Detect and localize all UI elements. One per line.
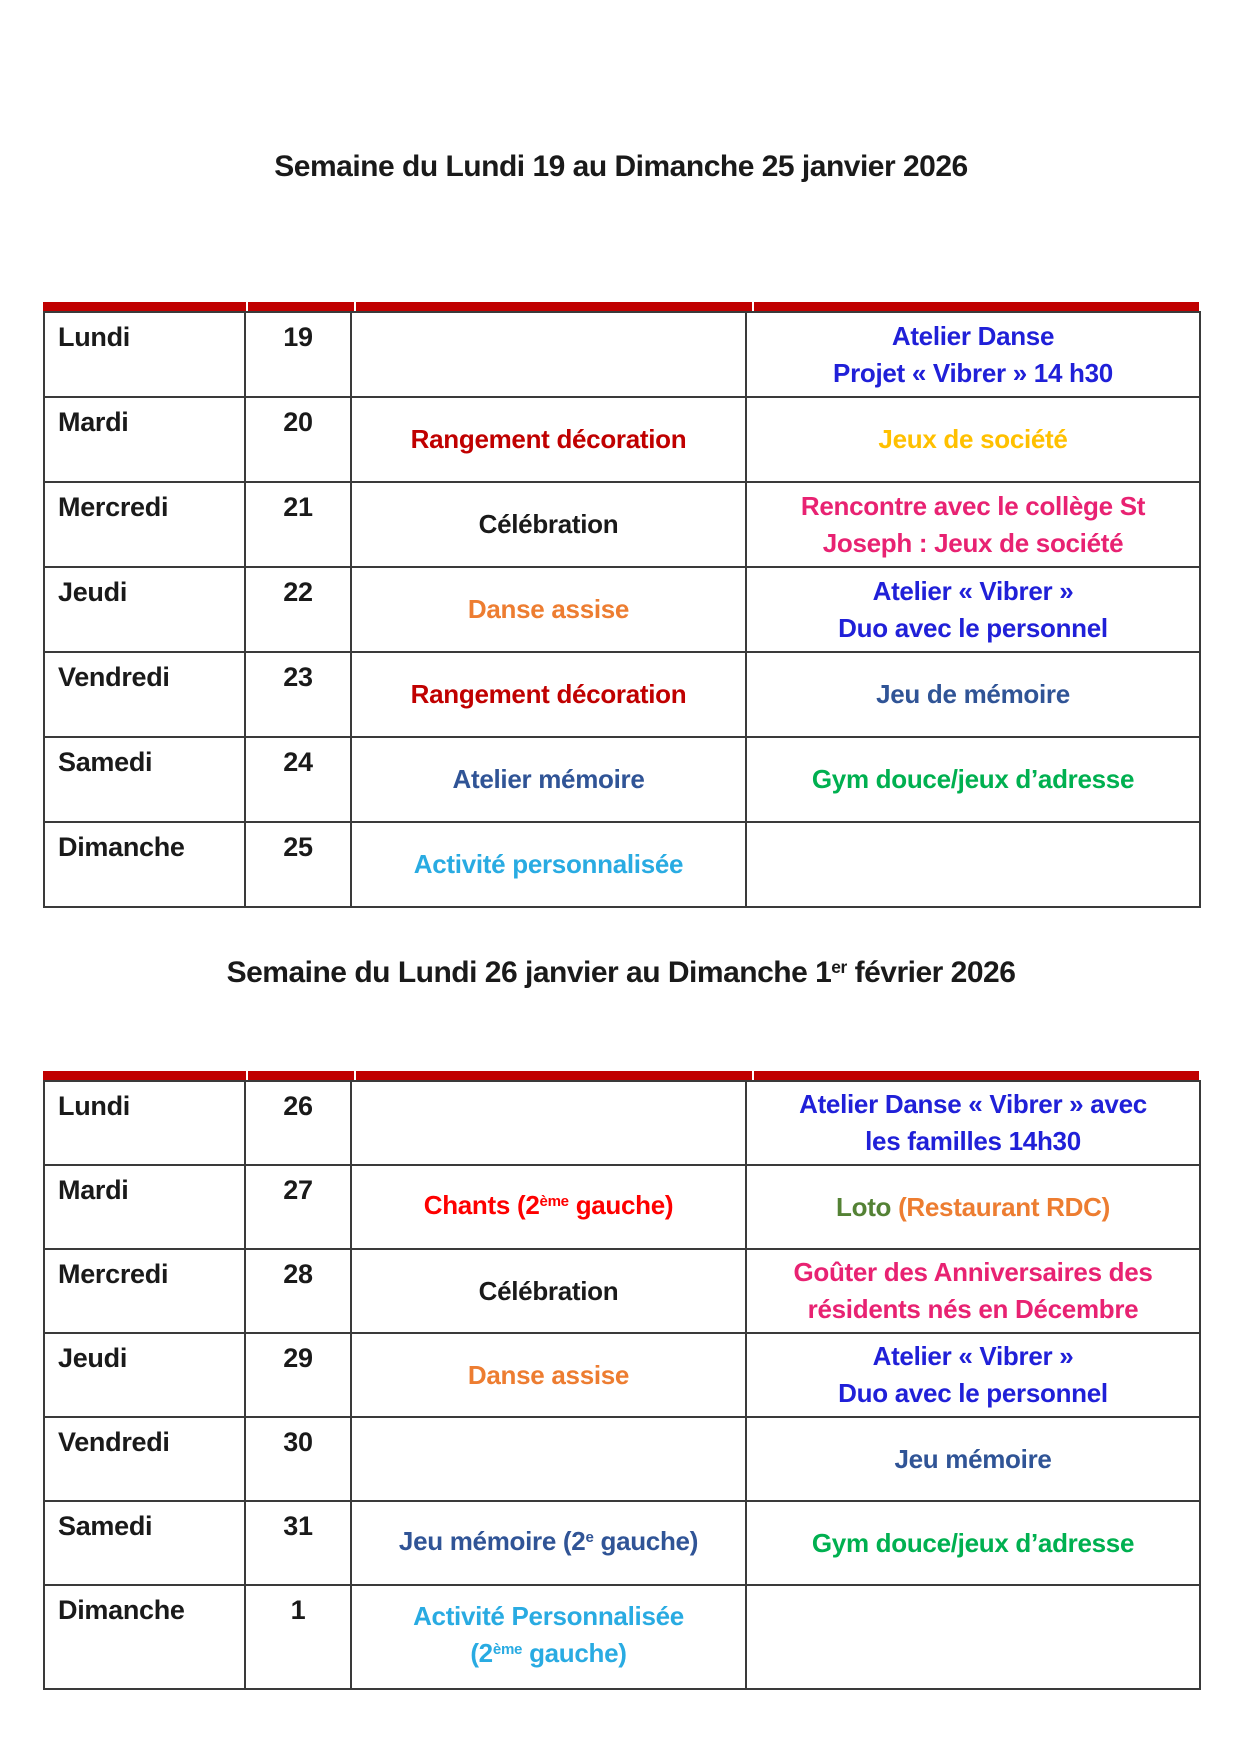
row-mercredi: [44, 1249, 1200, 1333]
day-name: Mardi: [44, 397, 245, 482]
activity-line: [755, 488, 1191, 525]
text-segment: Duo avec le personnel: [838, 612, 1108, 643]
day-name: Mercredi: [44, 1249, 245, 1333]
activity-line: [755, 525, 1191, 562]
day-number: 30: [245, 1417, 351, 1501]
text-segment: Rangement décoration: [410, 424, 687, 454]
week-section: [43, 148, 1199, 908]
day-name: Lundi: [44, 312, 245, 397]
day-name: Jeudi: [44, 567, 245, 652]
activity-line: [755, 1189, 1191, 1226]
row-dimanche: [44, 822, 1200, 907]
text-segment: (Restaurant RDC): [898, 1191, 1110, 1222]
row-vendredi: [44, 652, 1200, 737]
text-segment: Jeu mémoire (2: [398, 1525, 586, 1556]
activity-cell-left: [351, 397, 746, 482]
text-segment: les familles 14h30: [865, 1126, 1081, 1156]
activity-line: [360, 1273, 737, 1310]
week-title: [43, 148, 1199, 186]
table-top-bar: [43, 1071, 1199, 1080]
schedule-table-wrap: [43, 1071, 1199, 1690]
table-top-bar-segment: [248, 1071, 354, 1080]
activity-cell-right: [746, 737, 1200, 822]
activity-cell-left: [351, 1081, 746, 1165]
schedule-body: [44, 1081, 1200, 1689]
activity-line: [360, 1187, 737, 1228]
row-samedi: [44, 1501, 1200, 1585]
text-segment: Jeu mémoire: [894, 1443, 1052, 1474]
row-mardi: [44, 1165, 1200, 1249]
table-top-bar-segment: [356, 1071, 752, 1080]
activity-line: [755, 573, 1191, 610]
text-segment: Activité personnalisée: [413, 849, 684, 879]
text-segment: Gym douce/jeux d’adresse: [811, 1527, 1135, 1558]
text-segment: (2: [470, 1638, 493, 1668]
day-number: 27: [245, 1165, 351, 1249]
activity-cell-right: [746, 1165, 1200, 1249]
activity-line: [755, 1291, 1191, 1328]
schedule-table-wrap: [43, 302, 1199, 908]
day-number: 28: [245, 1249, 351, 1333]
text-segment: Célébration: [478, 1275, 619, 1306]
activity-line: [360, 761, 737, 798]
superscript-text: er: [831, 956, 847, 977]
day-name: Samedi: [44, 737, 245, 822]
activity-line: [360, 1357, 737, 1394]
table-top-bar: [43, 302, 1199, 311]
day-name: Vendredi: [44, 652, 245, 737]
superscript-text: ème: [539, 1192, 569, 1210]
activity-line: [360, 591, 737, 628]
text-segment: Atelier « Vibrer »: [872, 1341, 1074, 1371]
activity-line: [360, 1635, 737, 1676]
activity-line: [755, 676, 1191, 713]
activity-line: [360, 1523, 737, 1564]
text-segment: Chants (2: [423, 1189, 540, 1220]
row-jeudi: [44, 567, 1200, 652]
day-number: 26: [245, 1081, 351, 1165]
activity-cell-right: [746, 1333, 1200, 1417]
activity-cell-right: [746, 652, 1200, 737]
activity-cell-right: [746, 1585, 1200, 1689]
text-segment: gauche): [568, 1189, 674, 1220]
activity-line: [755, 1254, 1191, 1291]
activity-line: [755, 1086, 1191, 1123]
activity-line: [755, 421, 1191, 458]
text-segment: Activité Personnalisée: [413, 1601, 684, 1631]
activity-cell-left: [351, 1249, 746, 1333]
activity-line: [755, 318, 1191, 355]
row-vendredi: [44, 1417, 1200, 1501]
activity-cell-left: [351, 1165, 746, 1249]
text-segment: gauche): [522, 1638, 627, 1668]
activity-cell-right: [746, 822, 1200, 907]
text-segment: février 2026: [846, 956, 1016, 989]
day-name: Jeudi: [44, 1333, 245, 1417]
schedule-table: [43, 311, 1201, 908]
text-segment: résidents nés en Décembre: [807, 1294, 1139, 1324]
day-name: Dimanche: [44, 822, 245, 907]
text-segment: Goûter des Anniversaires des: [793, 1257, 1153, 1287]
day-name: Samedi: [44, 1501, 245, 1585]
activity-cell-right: [746, 482, 1200, 567]
activity-line: [755, 610, 1191, 647]
text-segment: Semaine du Lundi 26 janvier au Dimanche 1: [226, 956, 832, 989]
text-segment: Atelier Danse: [891, 320, 1055, 351]
day-name: Vendredi: [44, 1417, 245, 1501]
day-name: Mardi: [44, 1165, 245, 1249]
activity-line: [360, 421, 737, 458]
row-jeudi: [44, 1333, 1200, 1417]
text-segment: Danse assise: [467, 1359, 630, 1390]
row-dimanche: [44, 1585, 1200, 1689]
row-mardi: [44, 397, 1200, 482]
activity-line: [755, 761, 1191, 798]
activity-cell-left: [351, 1501, 746, 1585]
text-segment: Atelier Danse « Vibrer » avec: [799, 1089, 1147, 1119]
activity-line: [360, 676, 737, 713]
day-number: 1: [245, 1585, 351, 1689]
activity-cell-left: [351, 1585, 746, 1689]
text-segment: Atelier mémoire: [452, 764, 645, 794]
text-segment: gauche): [593, 1525, 699, 1556]
activity-cell-right: [746, 1417, 1200, 1501]
text-segment: Rangement décoration: [410, 679, 687, 709]
superscript-text: ème: [492, 1641, 523, 1659]
activity-cell-right: [746, 1501, 1200, 1585]
day-number: 29: [245, 1333, 351, 1417]
text-segment: Jeux de société: [878, 424, 1068, 454]
day-number: 19: [245, 312, 351, 397]
table-top-bar-segment: [754, 302, 1199, 311]
schedule-table: [43, 1080, 1201, 1690]
row-mercredi: [44, 482, 1200, 567]
activity-cell-right: [746, 1081, 1200, 1165]
activity-cell-right: [746, 1249, 1200, 1333]
activity-line: [755, 355, 1191, 392]
text-segment: Loto: [836, 1191, 899, 1222]
activity-cell-left: [351, 1417, 746, 1501]
text-segment: Célébration: [478, 509, 619, 539]
day-number: 23: [245, 652, 351, 737]
row-lundi: [44, 312, 1200, 397]
day-number: 25: [245, 822, 351, 907]
schedule-body: [44, 312, 1200, 907]
activity-cell-right: [746, 312, 1200, 397]
text-segment: Atelier « Vibrer »: [872, 575, 1074, 606]
day-number: 24: [245, 737, 351, 822]
table-top-bar-segment: [43, 1071, 246, 1080]
text-segment: Gym douce/jeux d’adresse: [811, 764, 1135, 794]
activity-cell-left: [351, 737, 746, 822]
week-title: [43, 954, 1199, 995]
activity-cell-left: [351, 482, 746, 567]
table-top-bar-segment: [248, 302, 354, 311]
text-segment: Projet « Vibrer » 14 h30: [833, 357, 1113, 388]
day-number: 22: [245, 567, 351, 652]
text-segment: Joseph : Jeux de société: [822, 527, 1124, 558]
activity-cell-left: [351, 822, 746, 907]
activity-line: [755, 1123, 1191, 1160]
activity-cell-left: [351, 652, 746, 737]
day-name: Dimanche: [44, 1585, 245, 1689]
activity-line: [360, 846, 737, 883]
text-segment: Semaine du Lundi 19 au Dimanche 25 janvier 2026: [274, 150, 968, 183]
day-name: Mercredi: [44, 482, 245, 567]
activity-line: [360, 1598, 737, 1635]
activity-line: [755, 1441, 1191, 1478]
activity-cell-left: [351, 567, 746, 652]
text-segment: Jeu de mémoire: [876, 679, 1070, 709]
activity-cell-right: [746, 567, 1200, 652]
table-top-bar-segment: [754, 1071, 1199, 1080]
activity-cell-left: [351, 312, 746, 397]
row-samedi: [44, 737, 1200, 822]
activity-line: [755, 1525, 1191, 1562]
day-number: 21: [245, 482, 351, 567]
row-lundi: [44, 1081, 1200, 1165]
table-top-bar-segment: [356, 302, 752, 311]
activity-cell-left: [351, 1333, 746, 1417]
text-segment: Rencontre avec le collège St: [800, 490, 1146, 521]
activity-cell-right: [746, 397, 1200, 482]
activity-line: [360, 506, 737, 543]
table-top-bar-segment: [43, 302, 246, 311]
day-name: Lundi: [44, 1081, 245, 1165]
activity-line: [755, 1338, 1191, 1375]
superscript-text: e: [585, 1528, 594, 1546]
day-number: 20: [245, 397, 351, 482]
day-number: 31: [245, 1501, 351, 1585]
text-segment: Danse assise: [467, 594, 630, 624]
text-segment: Duo avec le personnel: [838, 1378, 1108, 1408]
week-section: [43, 954, 1199, 1690]
activity-line: [755, 1375, 1191, 1412]
